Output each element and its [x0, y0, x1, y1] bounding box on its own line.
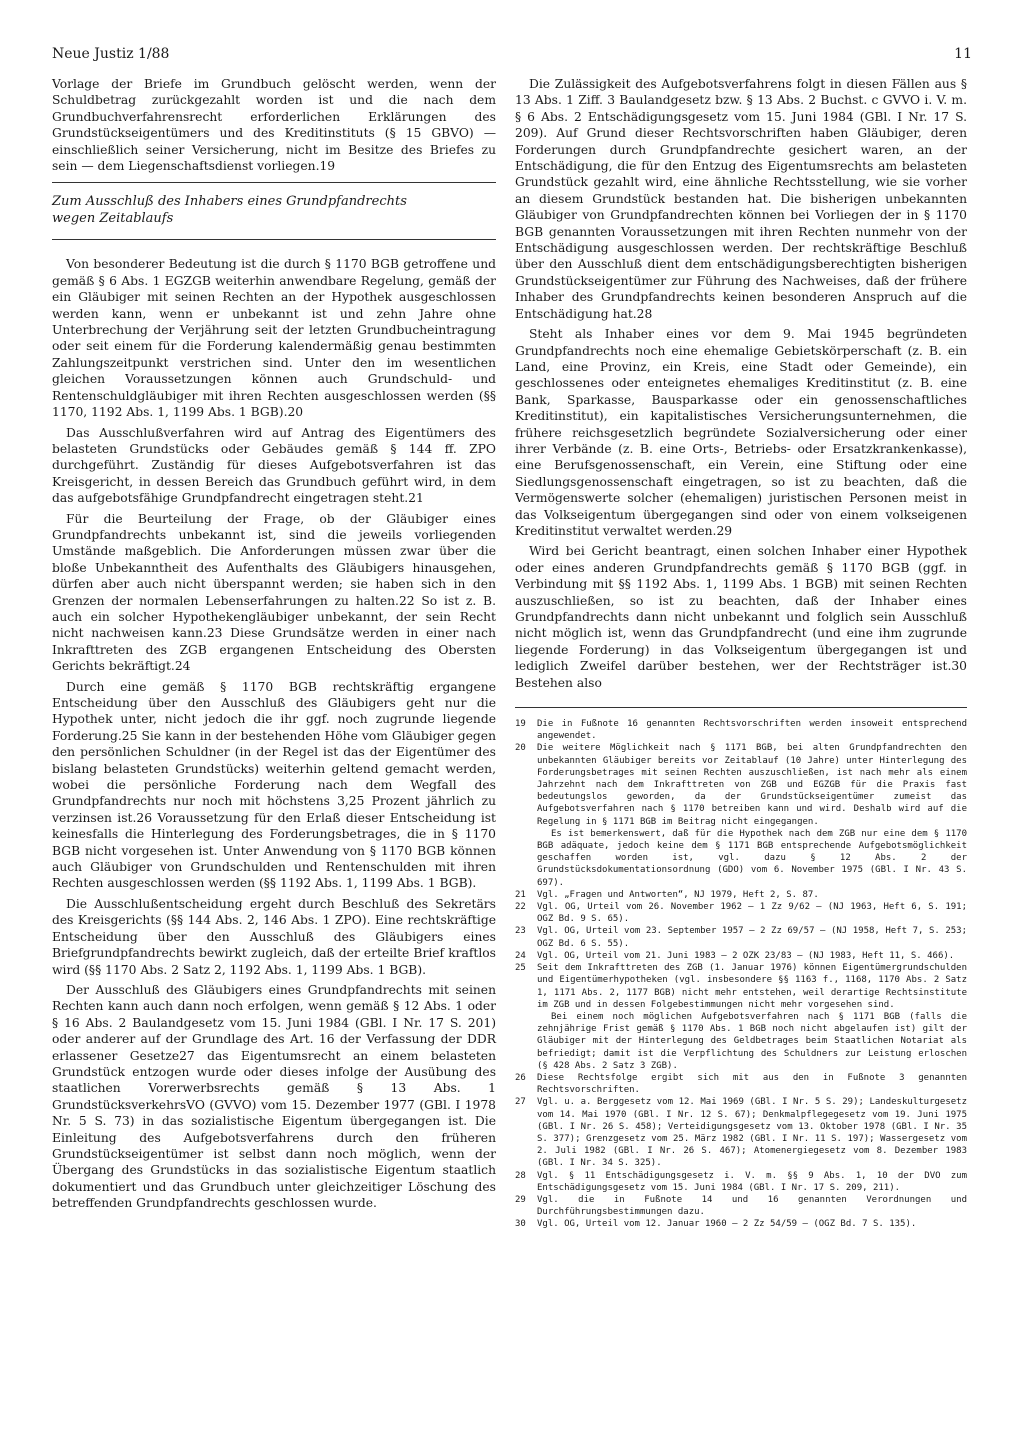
body-paragraph: Die Zulässigkeit des Aufgebotsverfahrens folgt in diesen Fällen aus § 13 Abs. 1 Ziff. 3 Baulandgesetz bzw. § 13 Abs. 2 Buchst. c GVVO i. V. m. § 6 Abs. 2 Entschädigungsgesetz vom 15. Juni 1984 (GBl. I Nr. 17 S. 209). Auf Grund dieser Rechtsvorschriften haben Gläubiger, deren Forderungen durch Grundpfandrechte gesichert waren, an der Entschädigung, die für den Entzug des Eigentumsrechts am belasteten Grundstück gezahlt wird, eine ähnliche Rechtsstellung, wie sie vorher an diesem Grundstück bestanden hat. Die bisherigen unbekannten Gläubiger von Grundpfandrechten können bei Vorliegen der in § 1170 BGB genannten Voraussetzungen mit ihren Rechten nunmehr von der Entschädigung ausgeschlossen werden. Der rechtskräftige Beschluß über den Ausschluß dient dem entschädigungsberechtigten bisherigen Grundstückseigentümer zur Führung des Nachweises, daß der frühere Inhaber des Grundpfandrechts keinen besonderen Anspruch auf die Entschädigung hat.28 — [515, 77, 967, 321]
body-paragraph: Von besonderer Bedeutung ist die durch § 1170 BGB getroffene und gemäß § 6 Abs. 1 EGZGB weiterhin anwendbare Regelung, gemäß der ein Gläubiger mit seinen Rechten an der Hypothek ausgeschlossen werden kann, wenn er unbekannt ist und zehn Jahre ohne Unterbrechung der Verjährung seit der letzten Grundbucheintragung oder seit einem für die Forderung kalendermäßig genau bestimmten Zahlungszeitpunkt verstrichen sind. Unter den im wesentlichen gleichen Voraussetzungen können auch Grundschuld- und Rentenschuldgläubiger mit ihren Rechten ausgeschlossen werden (§§ 1170, 1192 Abs. 1, 1199 Abs. 1 BGB).20 — [52, 257, 496, 420]
footnote — [515, 742, 967, 827]
footnote-number: 21 — [515, 889, 526, 900]
footnote-text: Die in Fußnote 16 genannten Rechtsvorschriften werden insoweit entsprechend angewendet. — [537, 719, 967, 742]
section-heading-line: Zum Ausschluß des Inhabers eines Grundpfandrechts — [52, 194, 407, 210]
footnotes — [515, 718, 967, 1231]
footnote-number: 27 — [515, 1097, 526, 1108]
footnote-text: Vgl. OG, Urteil vom 12. Januar 1960 — 2 Zz 54/59 — (OGZ Bd. 7 S. 135). — [537, 1219, 917, 1230]
section-heading-line: wegen Zeitablaufs — [52, 211, 174, 227]
section-heading — [52, 191, 496, 231]
footnote-text: Vgl. OG, Urteil vom 26. November 1962 — 1 Zz 9/62 — (NJ 1963, Heft 6, S. 191; OGZ Bd. 9 S. 65). — [537, 902, 967, 925]
page-number: 11 — [954, 46, 972, 62]
footnote-text: Vgl. OG, Urteil vom 21. Juni 1983 — 2 OZK 23/83 — (NJ 1983, Heft 11, S. 466). — [537, 950, 955, 961]
footnote — [515, 962, 967, 1011]
footnote-text: Vgl. die in Fußnote 14 und 16 genannten Verordnungen und Durchführungsbestimmungen dazu. — [537, 1194, 967, 1218]
running-head: Neue Justiz 1/88 — [52, 46, 170, 62]
footnote-text: Vgl. „Fragen und Antworten“, NJ 1979, Heft 2, S. 87. — [537, 889, 819, 900]
body-paragraph: Wird bei Gericht beantragt, einen solchen Inhaber einer Hypothek oder eines anderen Grundpfandrechts gemäß § 1170 BGB (ggf. in Verbindung mit §§ 1192 Abs. 1, 1199 Abs. 1 BGB) mit seinen Rechten auszuschließen, so ist zu beachten, daß der Inhaber eines Grundpfandrechts dann nicht unbekannt und folglich sein Ausschluß nicht möglich ist, wenn das Grundpfandrecht (und eine ihm zugrunde liegende Forderung) in das Volkseigentum übergegangen ist und lediglich Zweifel darüber bestehen, wer der Rechtsträger ist.30 Bestehen also — [515, 544, 967, 690]
footnote-number: 30 — [515, 1219, 526, 1230]
footnote-text: Vgl. u. a. Berggesetz vom 12. Mai 1969 (GBl. I Nr. 5 S. 29); Landeskulturgesetz vom 14. Mai 1970 (GBl. I Nr. 12 S. 67); Denkmalpflegegesetz vom 19. Juni 1975 (GBl. I Nr. 26 S. 458); Verteidigungsgesetz vom 13. Oktober 1978 (GBl. I Nr. 35 S. 377); Grenzgesetz vom 25. März 1982 (GBl. I Nr. 11 S. 197); Wassergesetz vom 2. Juli 1982 (GBl. I Nr. 26 S. 467); Atomenergiegesetz vom 8. Dezember 1983 (GBl. I Nr. 34 S. 325). — [537, 1097, 967, 1169]
footnote-number: 25 — [515, 963, 526, 974]
footnote — [515, 925, 967, 949]
footnote-number: 22 — [515, 902, 526, 913]
footnote — [515, 1218, 967, 1230]
left-column — [52, 76, 496, 1216]
footnote-number: 28 — [515, 1170, 526, 1181]
footnote-continuation: Es ist bemerkenswert, daß für die Hypothek nach dem ZGB nur eine dem § 1170 BGB adäquate, jedoch keine dem § 1171 BGB entsprechende Aufgebotsmöglichkeit geschaffen worden ist, vgl. dazu § 12 Abs. 2 der Grundstücksdokumentationsordnung (GDO) vom 6. November 1975 (GBl. I Nr. 43 S. 697). — [537, 828, 967, 888]
footnote-text: Seit dem Inkrafttreten des ZGB (1. Januar 1976) können Eigentümergrundschulden und Eigentümerhypotheken (vgl. insbesondere §§ 1163 f., 1168, 1170 Abs. 2 Satz 1, 1171 Abs. 2, 1177 BGB) nicht mehr entstehen, weil derartige Rechtsinstitute im ZGB und in dessen Folgebestimmungen nicht mehr vorgesehen sind. — [537, 963, 967, 1010]
body-paragraph: Die Ausschlußentscheidung ergeht durch Beschluß des Sekretärs des Kreisgerichts (§§ 144 Abs. 2, 146 Abs. 1 ZPO). Eine rechtskräftige Entscheidung über den Ausschluß des Gläubigers eines Briefgrundpfandrechts bewirkt zugleich, daß der erteilte Brief kraftlos wird (§§ 1170 Abs. 2 Satz 2, 1192 Abs. 1, 1199 Abs. 1 BGB). — [52, 896, 496, 977]
body-paragraph: Steht als Inhaber eines vor dem 9. Mai 1945 begründeten Grundpfandrechts noch eine ehemalige Gebietskörperschaft (z. B. ein Land, eine Provinz, ein Kreis, eine Stadt oder Gemeinde), ein geschlossenes oder enteignetes ehemaliges Kreditinstitut (z. B. eine Bank, Sparkasse, Bausparkasse oder ein genossenschaftliches Kreditinstitut), ein kapitalistisches Versicherungsunternehmen, die frühere reichsgesetzlich begründete Sozialversicherung oder einer ihrer Verbände (z. B. eine Orts-, Betriebs- oder Ersatzkrankenkasse), eine Berufsgenossenschaft, ein Verein, eine Stiftung oder eine Siedlungsgenossenschaft eingetragen, so ist zu beachten, daß die Vermögenswerte solcher (ehemaligen) juristischen Personen meist in das Volkseigentum übergegangen sind oder von einem volkseigenen Kreditinstitut verwaltet werden.29 — [515, 327, 967, 538]
footnote — [515, 889, 967, 901]
footnote-number: 19 — [515, 719, 526, 730]
footnote-text: Vgl. OG, Urteil vom 23. September 1957 — 2 Zz 69/57 — (NJ 1958, Heft 7, S. 253; OGZ Bd. 6 S. 55). — [537, 926, 967, 949]
section-rule-top — [52, 182, 496, 183]
footnote-number: 29 — [515, 1194, 526, 1205]
footnote — [515, 718, 967, 742]
footnote-number: 23 — [515, 926, 526, 937]
footnote-text: Die weitere Möglichkeit nach § 1171 BGB, bei alten Grundpfandrechten den unbekannten Gläubiger bereits vor Zeitablauf (10 Jahre) unter Hinterlegung des Forderungsbetrages mit seinen Rechten auszuschließen, ist nach mehr als einem Jahrzehnt nach dem Inkrafttreten von ZGB und EGZGB für die Praxis fast bedeutungslos geworden, da der Grundstückseigentümer zumeist das Aufgebotsverfahren nach § 1170 betreiben kann und wird. Deshalb wird auf die Regelung in § 1171 BGB im Beitrag nicht eingegangen. — [537, 743, 967, 827]
body-paragraph: Das Ausschlußverfahren wird auf Antrag des Eigentümers des belasteten Grundstücks oder Gebäudes gemäß § 144 ff. ZPO durchgeführt. Zuständig für dieses Aufgebotsverfahren ist das Kreisgericht, in dessen Bereich das Grundbuch geführt wird, in dem das aufgebotsfähige Grundpfandrecht eingetragen steht.21 — [52, 425, 496, 506]
body-paragraph: Für die Beurteilung der Frage, ob der Gläubiger eines Grundpfandrechts unbekannt ist, sind die jeweils vorliegenden Umstände maßgeblich. Die Anforderungen müssen zwar über die bloße Unbekanntheit des Aufenthalts des Gläubigers hinausgehen, dürfen aber auch nicht überspannt werden; sie haben sich in den Grenzen der normalen Lebenserfahrungen zu halten.22 So ist z. B. auch ein solcher Hypothekengläubiger unbekannt, der sein Recht nicht nachweisen kann.23 Diese Grundsätze werden in einer nach Inkrafttreten des ZGB ergangenen Entscheidung des Obersten Gerichts bekräftigt.24 — [52, 511, 496, 674]
footnote — [515, 1072, 967, 1096]
section-rule-bottom — [52, 239, 496, 240]
footnote-number: 26 — [515, 1072, 526, 1083]
intro-paragraph: Vorlage der Briefe im Grundbuch gelöscht werden, wenn der Schuldbetrag zurückgezahlt worden ist und die nach dem Grundbuchverfahrensrecht erforderlichen Erklärungen des Grundstückseigentümers und des Kreditinstituts (§ 15 GBVO) — einschließlich seiner Versicherung, nicht im Besitze des Briefes zu sein — dem Liegenschaftsdienst vorliegen.19 — [52, 77, 496, 174]
footnote-rule — [515, 707, 967, 708]
footnote-text: Vgl. § 11 Entschädigungsgesetz i. V. m. §§ 9 Abs. 1, 10 der DVO zum Entschädigungsgesetz vom 15. Juni 1984 (GBl. I Nr. 17 S. 209, 211). — [537, 1170, 967, 1193]
footnote-number: 20 — [515, 743, 526, 754]
footnote — [515, 901, 967, 925]
page-header — [52, 46, 972, 66]
body-paragraph: Durch eine gemäß § 1170 BGB rechtskräftig ergangene Entscheidung über den Ausschluß des Gläubigers geht nur die Hypothek unter, nicht jedoch die ihr ggf. noch zugrunde liegende Forderung.25 Sie kann in der bestehenden Höhe vom Gläubiger gegen den persönlichen Schuldner (in der Regel ist das der Eigentümer des bislang belasteten Grundstücks) weiterhin geltend gemacht werden, wobei die persönliche Forderung nach dem Wegfall des Grundpfandrechts nur noch mit höchstens 3,25 Prozent jährlich zu verzinsen ist.26 Voraussetzung für den Erlaß dieser Entscheidung ist keinesfalls die Hinterlegung des Forderungsbetrages, die in § 1170 BGB nicht vorgesehen ist. Unter Anwendung von § 1170 BGB können auch Gläubiger von Grundschulden und Rentenschulden mit ihren Rechten ausgeschlossen werden (§§ 1192 Abs. 1, 1199 Abs. 1 BGB). — [52, 679, 496, 891]
footnote-number: 24 — [515, 950, 526, 961]
body-paragraph: Der Ausschluß des Gläubigers eines Grundpfandrechts mit seinen Rechten kann auch dann noch erfolgen, wenn gemäß § 12 Abs. 1 oder § 16 Abs. 2 Baulandgesetz vom 15. Juni 1984 (GBl. I Nr. 17 S. 201) oder anderer auf der Grundlage des Art. 16 der Verfassung der DDR erlassener Gesetze27 das Eigentumsrecht an einem belasteten Grundstück entzogen wurde oder dieses infolge der Ausübung des staatlichen Vorerwerbsrechts gemäß § 13 Abs. 1 GrundstücksverkehrsVO (GVVO) vom 15. Dezember 1977 (GBl. I 1978 Nr. 5 S. 73) in das sozialistische Eigentum übergegangen ist. Die Einleitung des Aufgebotsverfahrens durch den früheren Grundstückseigentümer ist selbst dann noch möglich, wenn der Übergang des Grundstücks in das sozialistische Eigentum staatlich dokumentiert und das Grundbuch unter gleichzeitiger Löschung des betreffenden Grundpfandrechts geschlossen wurde. — [52, 982, 496, 1211]
footnote — [515, 950, 967, 962]
footnote — [515, 1170, 967, 1194]
footnote — [515, 1194, 967, 1218]
footnote-continuation: Bei einem noch möglichen Aufgebotsverfahren nach § 1171 BGB (falls die zehnjährige Frist gemäß § 1170 Abs. 1 BGB noch nicht abgelaufen ist) gilt der Gläubiger mit der Hinterlegung des Geldbetrages beim Staatlichen Notariat als befriedigt; damit ist die Verpflichtung des Schuldners zur Leistung erloschen (§ 428 Abs. 2 Satz 3 ZGB). — [537, 1011, 967, 1071]
footnote — [515, 1096, 967, 1169]
footnote-text: Diese Rechtsfolge ergibt sich mit aus den in Fußnote 3 genannten Rechtsvorschriften. — [537, 1072, 967, 1096]
right-column — [515, 76, 967, 1231]
